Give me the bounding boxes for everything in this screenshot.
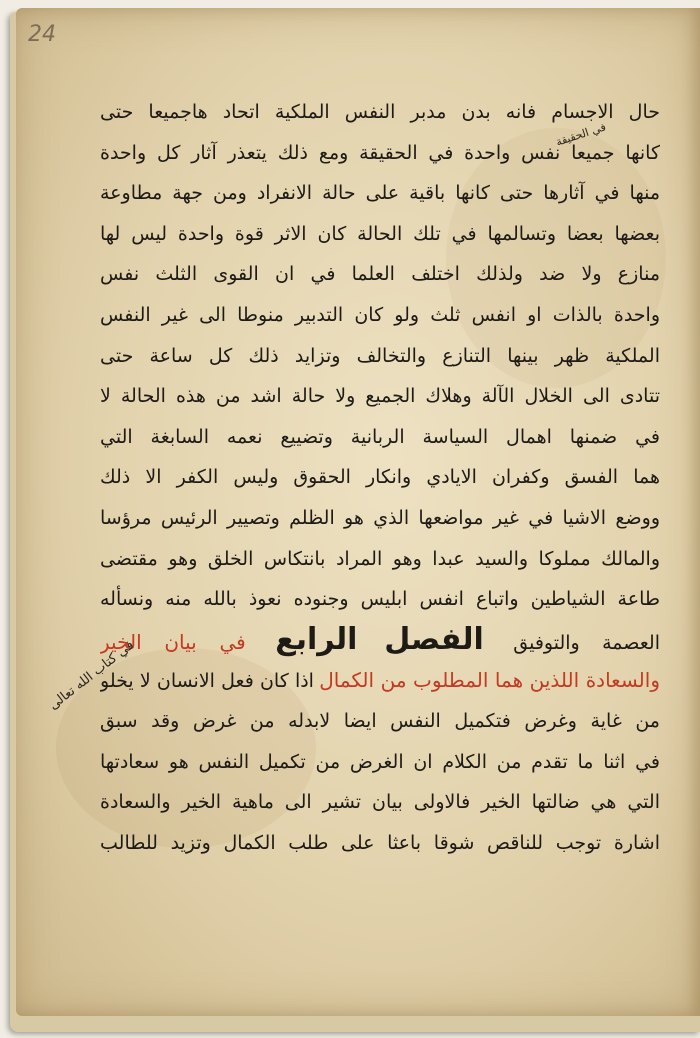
- interlinear-note: في الحقيقة: [554, 120, 608, 149]
- text-line: طاعة الشياطين واتباع انفس ابليس وجنوده نعوذ بالله منه ونسأله: [100, 588, 660, 611]
- text-line: في ضمنها اهمال السياسة الربانية وتضييع نعمه السابغة التي: [100, 425, 660, 448]
- rubric-line: [100, 660, 660, 701]
- margin-note: في كتاب الله تعالى: [46, 637, 137, 714]
- chapter-heading-line: [100, 620, 660, 661]
- heading-prefix: العصمة والتوفيق: [513, 631, 660, 654]
- manuscript-text-block: [100, 92, 660, 863]
- text-line: حال الاجسام فانه بدن مدبر النفس الملكية اتحاد هاجميعا حتى: [100, 101, 660, 123]
- text-line: الملكية ظهر بينها التنازع والتخالف وتزايد ذلك كل ساعة حتى: [100, 344, 660, 367]
- text-line: واحدة بالذات او انفس ثلث ولو كان التدبير منوطا الى غير النفس: [100, 303, 660, 326]
- rubric-text: والسعادة اللذين هما المطلوب من الكمال: [319, 668, 660, 693]
- page-number: 24: [28, 22, 56, 47]
- text-line: والمالك مملوكا والسيد عبدا وهو المراد بانتكاس الخلق وهو مقتضى: [100, 547, 660, 570]
- text-line: في اثنا ما تقدم من الكلام ان الغرض من تكميل النفس هو سعادتها: [100, 750, 660, 773]
- text-line: منها في آثارها حتى كانها باقية على حالة الانفراد ومن جهة مطاوعة: [100, 182, 660, 205]
- rubric-continuation: اذا كان فعل الانسان لا يخلو: [100, 670, 314, 693]
- text-line: بعضها بعضا وتسالمها في تلك الحالة كان الاثر قوة واحدة ليس لها: [100, 222, 660, 245]
- rubric-text: في بيان الخير: [100, 629, 246, 654]
- text-line: اشارة توجب للناقص شوقا باعثا على طلب الكمال وتزيد للطالب: [100, 831, 660, 854]
- text-line: من غاية وغرض فتكميل النفس ايضا لابدله من غرض وقد سبق: [100, 709, 660, 732]
- text-line: هما الفسق وكفران الايادي وانكار الحقوق وليس الكفر الا ذلك: [100, 466, 660, 489]
- text-line: التي هي ضالتها الخير فالاولى بيان تشير الى ماهية الخير والسعادة: [100, 791, 660, 814]
- chapter-title: الفصل الرابع: [275, 621, 484, 657]
- text-line: كانها جميعا نفس واحدة في الحقيقة ومع ذلك يتعذر آثار كل واحدة: [100, 141, 660, 164]
- text-line: تتادى الى الخلال الآلة وهلاك الجميع ولا حالة اشد من هذه الحالة لا: [100, 385, 660, 408]
- text-line: منازع ولا ضد ولذلك اختلف العلما في ان القوى الثلث نفس: [100, 263, 660, 286]
- text-line: ووضع الاشيا في غير مواضعها الذي هو الظلم وتصيير الرئيس مرؤسا: [100, 506, 660, 529]
